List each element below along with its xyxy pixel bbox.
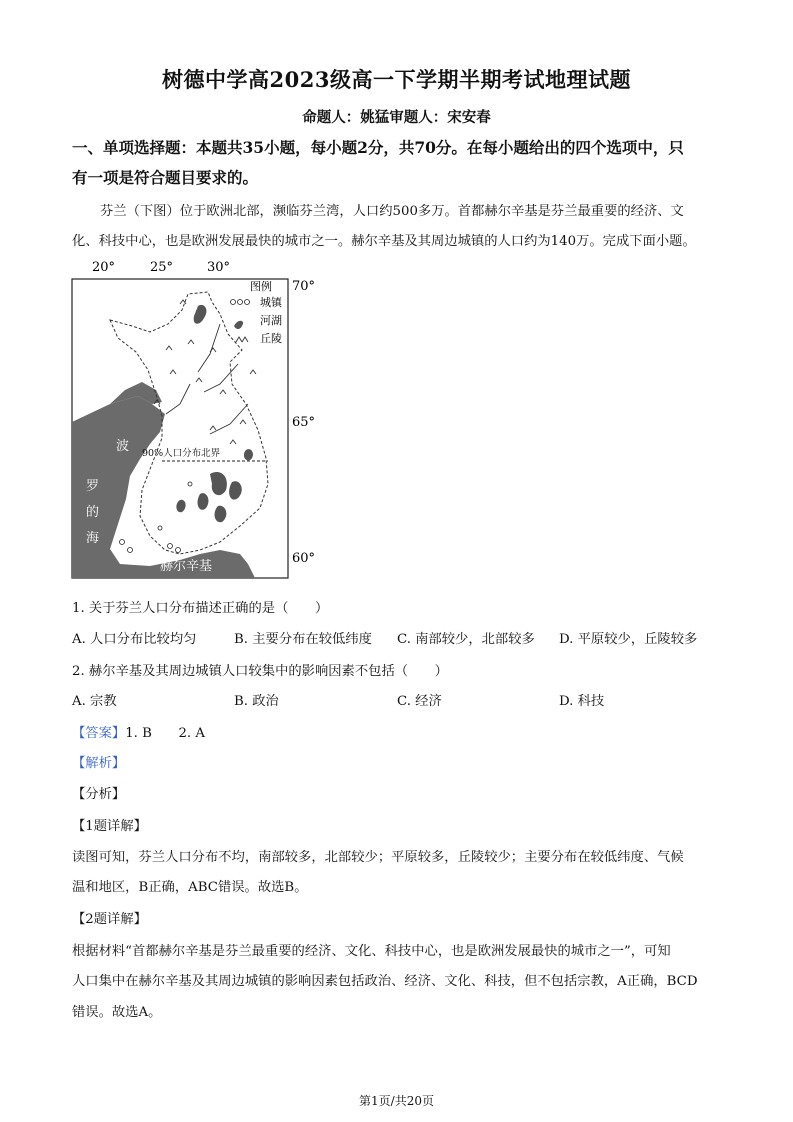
lon-label-25: 25° xyxy=(150,260,174,275)
q2-option-a: A. 宗教 xyxy=(72,694,117,709)
question-2-stem: 2. 赫尔辛基及其周边城镇人口较集中的影响因素不包括（ ） xyxy=(72,664,448,679)
q2-option-d: D. 科技 xyxy=(559,694,605,709)
question-1-stem: 1. 关于芬兰人口分布描述正确的是（ ） xyxy=(72,601,329,616)
page-title: 树德中学高2023级高一下学期半期考试地理试题 xyxy=(162,67,631,92)
section-heading-line2: 有一项是符合题目要求的。 xyxy=(72,168,259,187)
population-line-label: 90%人口分布北界 xyxy=(142,448,221,459)
q2-option-c: C. 经济 xyxy=(397,694,442,709)
lat-label-70: 70° xyxy=(292,279,316,294)
sea-label-4: 海 xyxy=(86,531,100,546)
sea-label-1: 波 xyxy=(116,439,130,454)
q1-option-c: C. 南部较少，北部较多 xyxy=(397,632,535,647)
sea-label-2: 罗 xyxy=(86,479,100,494)
legend-town-symbol xyxy=(231,300,236,305)
q1-option-a: A. 人口分布比较均匀 xyxy=(72,632,197,647)
page-number: 第1页/共20页 xyxy=(359,1094,434,1108)
lat-label-65: 65° xyxy=(292,415,316,430)
q2-detail-tag: 【2题详解】 xyxy=(72,912,147,927)
lon-label-30: 30° xyxy=(207,260,231,275)
section-heading-line1: 一、单项选择题：本题共35小题，每小题2分，共70分。在每小题给出的四个选项中，只 xyxy=(72,138,684,157)
answer-text: 1. B 2. A xyxy=(125,726,205,741)
sea-label-3: 的 xyxy=(86,505,100,520)
q1-option-d: D. 平原较少，丘陵较多 xyxy=(559,632,698,647)
q2-option-b: B. 政治 xyxy=(234,694,279,709)
q2-detail-line2: 人口集中在赫尔辛基及其周边城镇的影响因素包括政治、经济、文化、科技，但不包括宗教，A正确，BCD xyxy=(72,974,698,989)
q1-option-b: B. 主要分布在较低纬度 xyxy=(234,632,372,647)
finland-map xyxy=(70,254,330,580)
lat-label-60: 60° xyxy=(292,551,316,566)
q2-detail-line3: 错误。故选A。 xyxy=(72,1005,162,1020)
answer-tag: 【答案】 xyxy=(72,726,126,741)
passage-line2: 化、科技中心，也是欧洲发展最快的城市之一。赫尔辛基及其周边城镇的人口约为140万。完成下面小题。 xyxy=(72,234,696,249)
answer-line xyxy=(72,722,205,741)
author-line: 命题人：姚猛审题人：宋安春 xyxy=(302,109,491,126)
q1-detail-line2: 温和地区，B正确，ABC错误。故选B。 xyxy=(72,880,308,895)
legend-title: 图例 xyxy=(250,280,272,293)
q1-detail-tag: 【1题详解】 xyxy=(72,819,147,834)
legend-hills-label: 丘陵 xyxy=(260,332,282,345)
q1-detail-line1: 读图可知，芬兰人口分布不均，南部较多，北部较少；平原较多，丘陵较少；主要分布在较低纬度、气候 xyxy=(72,850,684,865)
fenxi-tag: 【分析】 xyxy=(72,787,126,802)
analysis-tag: 【解析】 xyxy=(72,756,126,771)
legend-rivers-label: 河湖 xyxy=(260,314,282,327)
legend-towns-label: 城镇 xyxy=(260,296,282,309)
capital-label: 赫尔辛基 xyxy=(160,559,213,574)
passage-line1: 芬兰（下图）位于欧洲北部，濒临芬兰湾，人口约500多万。首都赫尔辛基是芬兰最重要的经济、文 xyxy=(100,204,684,219)
lon-label-20: 20° xyxy=(92,260,116,275)
q2-detail-line1: 根据材料“首都赫尔辛基是芬兰最重要的经济、文化、科技中心，也是欧洲发展最快的城市之一”，可知 xyxy=(72,944,671,959)
